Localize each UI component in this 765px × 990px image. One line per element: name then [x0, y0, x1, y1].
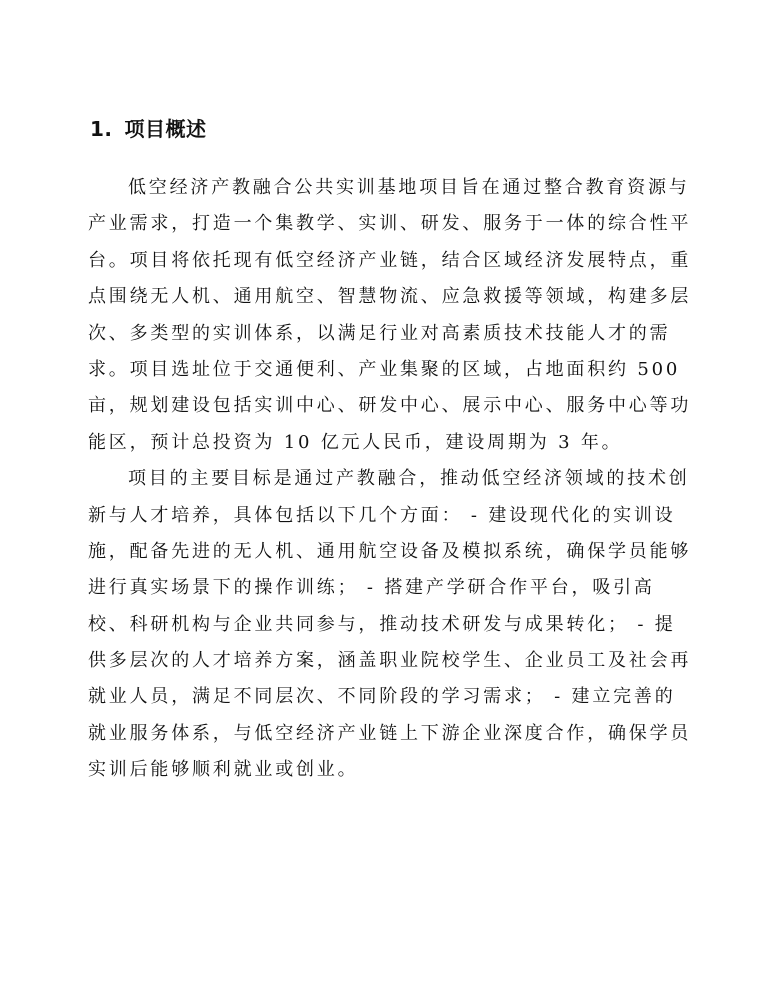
body-text — [88, 170, 692, 789]
paragraph-line: 施，配备先进的无人机、通用航空设备及模拟系统，确保学员能够 — [88, 540, 692, 562]
paragraph-line: 就业人员，满足不同层次、不同阶段的学习需求； - 建立完善的 — [88, 686, 676, 708]
section-title: 项目概述 — [124, 117, 207, 141]
section-number: 1. — [90, 117, 113, 141]
paragraph-line: 就业服务体系，与低空经济产业链上下游企业深度合作，确保学员 — [88, 722, 692, 744]
paragraph-overview — [88, 170, 692, 461]
paragraph-line: 次、多类型的实训体系，以满足行业对高素质技术技能人才的需 — [88, 322, 671, 344]
paragraph-line: 低空经济产教融合公共实训基地项目旨在通过整合教育资源与 — [128, 177, 690, 198]
paragraph-line: 新与人才培养，具体包括以下几个方面： - 建设现代化的实训设 — [88, 504, 676, 526]
section-heading — [90, 112, 207, 146]
paragraph-line: 供多层次的人才培养方案，涵盖职业院校学生、企业员工及社会再 — [88, 650, 692, 672]
paragraph-line: 求。项目选址位于交通便利、产业集聚的区域，占地面积约 500 — [88, 358, 681, 380]
paragraph-goals — [88, 461, 692, 789]
paragraph-line: 点围绕无人机、通用航空、智慧物流、应急救援等领域，构建多层 — [88, 286, 692, 308]
paragraph-line: 实训后能够顺利就业或创业。 — [88, 759, 359, 781]
paragraph-line: 能区，预计总投资为 10 亿元人民币，建设周期为 3 年。 — [88, 431, 623, 453]
paragraph-line: 校、科研机构与企业共同参与，推动技术研发与成果转化； - 提 — [88, 613, 676, 635]
paragraph-line: 进行真实场景下的操作训练； - 搭建产学研合作平台，吸引高 — [88, 577, 655, 599]
paragraph-line: 产业需求，打造一个集教学、实训、研发、服务于一体的综合性平 — [88, 213, 692, 235]
paragraph-line: 亩，规划建设包括实训中心、研发中心、展示中心、服务中心等功 — [88, 395, 692, 417]
paragraph-line: 项目的主要目标是通过产教融合，推动低空经济领域的技术创 — [128, 468, 690, 490]
paragraph-line: 台。项目将依托现有低空经济产业链，结合区域经济发展特点，重 — [88, 249, 692, 271]
